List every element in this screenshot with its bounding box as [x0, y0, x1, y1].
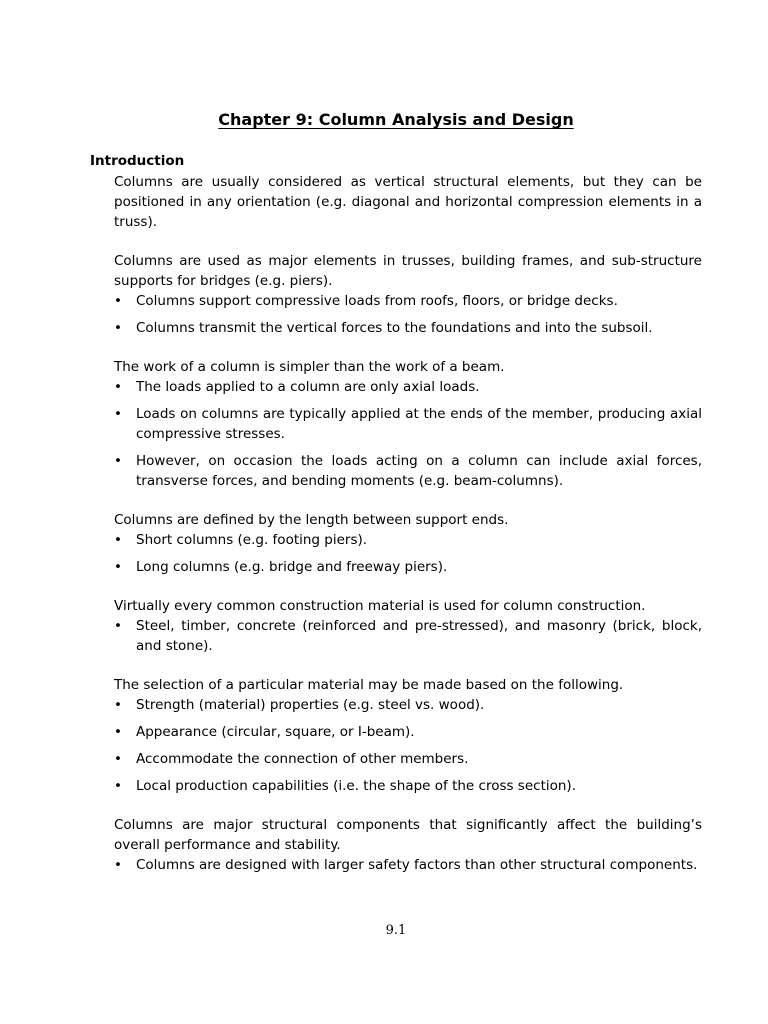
paragraph-block — [114, 172, 702, 232]
bullet-text: Strength (material) properties (e.g. steel vs. wood). — [136, 697, 485, 713]
bullet-icon: • — [114, 697, 122, 713]
section-heading: Introduction — [90, 153, 185, 169]
bullet-icon: • — [114, 857, 122, 873]
body-content — [114, 172, 702, 875]
paragraph-text: Columns are major structural components that significantly affect the building’s overall performance and stability. — [114, 817, 702, 853]
bullet-text: Local production capabilities (i.e. the shape of the cross section). — [136, 778, 576, 794]
bullet-item — [114, 377, 702, 397]
bullet-list — [114, 855, 702, 875]
bullet-text: However, on occasion the loads acting on a column can include axial forces, transverse forces, and bending moments (e.g. beam-columns). — [136, 453, 702, 489]
paragraph-block — [114, 596, 702, 656]
bullet-text: Columns support compressive loads from roofs, floors, or bridge decks. — [136, 293, 618, 309]
bullet-item — [114, 855, 702, 875]
bullet-item — [114, 291, 702, 311]
bullet-item — [114, 749, 702, 769]
bullet-icon: • — [114, 293, 122, 309]
bullet-text: The loads applied to a column are only axial loads. — [136, 379, 480, 395]
bullet-list — [114, 695, 702, 796]
bullet-list — [114, 291, 702, 338]
bullet-list — [114, 530, 702, 577]
bullet-icon: • — [114, 532, 122, 548]
paragraph-block — [114, 357, 702, 491]
bullet-text: Steel, timber, concrete (reinforced and pre-stressed), and masonry (brick, block, and stone). — [136, 618, 702, 654]
bullet-icon: • — [114, 453, 122, 469]
bullet-item — [114, 530, 702, 550]
paragraph-text: The selection of a particular material may be made based on the following. — [114, 677, 624, 693]
paragraph-text: Columns are usually considered as vertical structural elements, but they can be positioned in any orientation (e.g. diagonal and horizontal compression elements in a truss). — [114, 174, 702, 230]
bullet-icon: • — [114, 379, 122, 395]
bullet-icon: • — [114, 751, 122, 767]
bullet-icon: • — [114, 778, 122, 794]
bullet-list — [114, 616, 702, 656]
bullet-text: Columns are designed with larger safety factors than other structural components. — [136, 857, 698, 873]
paragraph-text: Columns are defined by the length between support ends. — [114, 512, 509, 528]
bullet-icon: • — [114, 724, 122, 740]
bullet-item — [114, 557, 702, 577]
bullet-text: Accommodate the connection of other members. — [136, 751, 469, 767]
bullet-icon: • — [114, 406, 122, 422]
bullet-item — [114, 776, 702, 796]
bullet-item — [114, 451, 702, 491]
paragraph-block — [114, 510, 702, 577]
bullet-item — [114, 404, 702, 444]
paragraph-block — [114, 251, 702, 338]
bullet-icon: • — [114, 320, 122, 336]
bullet-text: Short columns (e.g. footing piers). — [136, 532, 368, 548]
bullet-icon: • — [114, 559, 122, 575]
bullet-text: Columns transmit the vertical forces to the foundations and into the subsoil. — [136, 320, 653, 336]
bullet-item — [114, 722, 702, 742]
bullet-text: Long columns (e.g. bridge and freeway piers). — [136, 559, 448, 575]
bullet-list — [114, 377, 702, 491]
bullet-item — [114, 695, 702, 715]
paragraph-text: The work of a column is simpler than the work of a beam. — [114, 359, 505, 375]
paragraph-block — [114, 815, 702, 875]
bullet-text: Appearance (circular, square, or I-beam). — [136, 724, 415, 740]
bullet-icon: • — [114, 618, 122, 634]
bullet-item — [114, 318, 702, 338]
bullet-text: Loads on columns are typically applied at the ends of the member, producing axial compressive stresses. — [136, 406, 702, 442]
page-number: 9.1 — [385, 923, 407, 938]
paragraph-text: Virtually every common construction material is used for column construction. — [114, 598, 646, 614]
paragraph-block — [114, 675, 702, 796]
bullet-item — [114, 616, 702, 656]
chapter-title: Chapter 9: Column Analysis and Design — [218, 110, 574, 129]
paragraph-text: Columns are used as major elements in trusses, building frames, and sub-structure supports for bridges (e.g. piers). — [114, 253, 702, 289]
